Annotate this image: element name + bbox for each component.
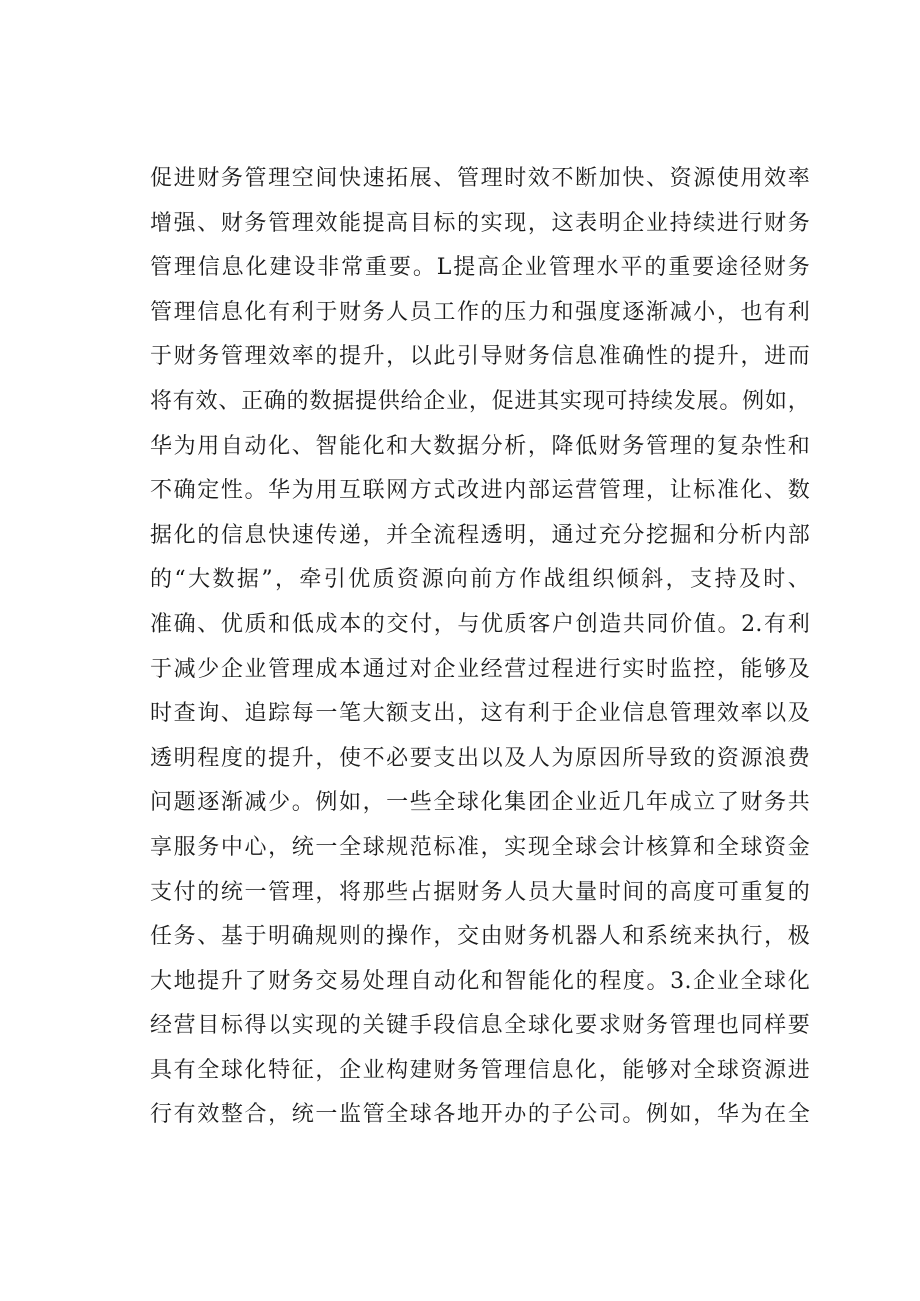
text-line: 经营目标得以实现的关键手段信息全球化要求财务管理也同样要 (150, 1013, 810, 1039)
text-line: 于财务管理效率的提升，以此引导财务信息准确性的提升，进而 (150, 344, 810, 370)
text-line: 管理信息化有利于财务人员工作的压力和强度逐渐减小，也有利 (150, 299, 810, 325)
text-line: 准确、优质和低成本的交付，与优质客户创造共同价值。2.有利 (150, 611, 810, 637)
text-line: 享服务中心，统一全球规范标准，实现全球会计核算和全球资金 (150, 834, 810, 860)
text-line: 行有效整合，统一监管全球各地开办的子公司。例如，华为在全 (150, 1102, 810, 1128)
text-line: 据化的信息快速传递，并全流程透明，通过充分挖掘和分析内部 (150, 522, 810, 548)
text-line: 支付的统一管理，将那些占据财务人员大量时间的高度可重复的 (150, 879, 810, 905)
text-line: 促进财务管理空间快速拓展、管理时效不断加快、资源使用效率 (150, 166, 810, 191)
text-line: 问题逐渐减少。例如，一些全球化集团企业近几年成立了财务共 (150, 790, 810, 816)
text-line: 将有效、正确的数据提供给企业，促进其实现可持续发展。例如， (150, 388, 810, 414)
text-line: 于减少企业管理成本通过对企业经营过程进行实时监控，能够及 (150, 656, 810, 682)
body-text (150, 157, 810, 1138)
text-line: 华为用自动化、智能化和大数据分析，降低财务管理的复杂性和 (150, 433, 810, 459)
text-line: 任务、基于明确规则的操作，交由财务机器人和系统来执行，极 (150, 924, 810, 950)
text-line: 管理信息化建设非常重要。L提高企业管理水平的重要途径财务 (150, 255, 810, 281)
text-line: 时查询、追踪每一笔大额支出，这有利于企业信息管理效率以及 (150, 701, 810, 727)
text-line: 的“大数据”，牵引优质资源向前方作战组织倾斜，支持及时、 (150, 567, 810, 593)
text-line: 大地提升了财务交易处理自动化和智能化的程度。3.企业全球化 (150, 968, 810, 994)
text-line: 增强、财务管理效能提高目标的实现，这表明企业持续进行财务 (150, 210, 810, 236)
text-line: 具有全球化特征，企业构建财务管理信息化，能够对全球资源进 (150, 1057, 810, 1083)
text-line: 不确定性。华为用互联网方式改进内部运营管理，让标准化、数 (150, 478, 810, 504)
text-line: 透明程度的提升，使不必要支出以及人为原因所导致的资源浪费 (150, 745, 810, 771)
